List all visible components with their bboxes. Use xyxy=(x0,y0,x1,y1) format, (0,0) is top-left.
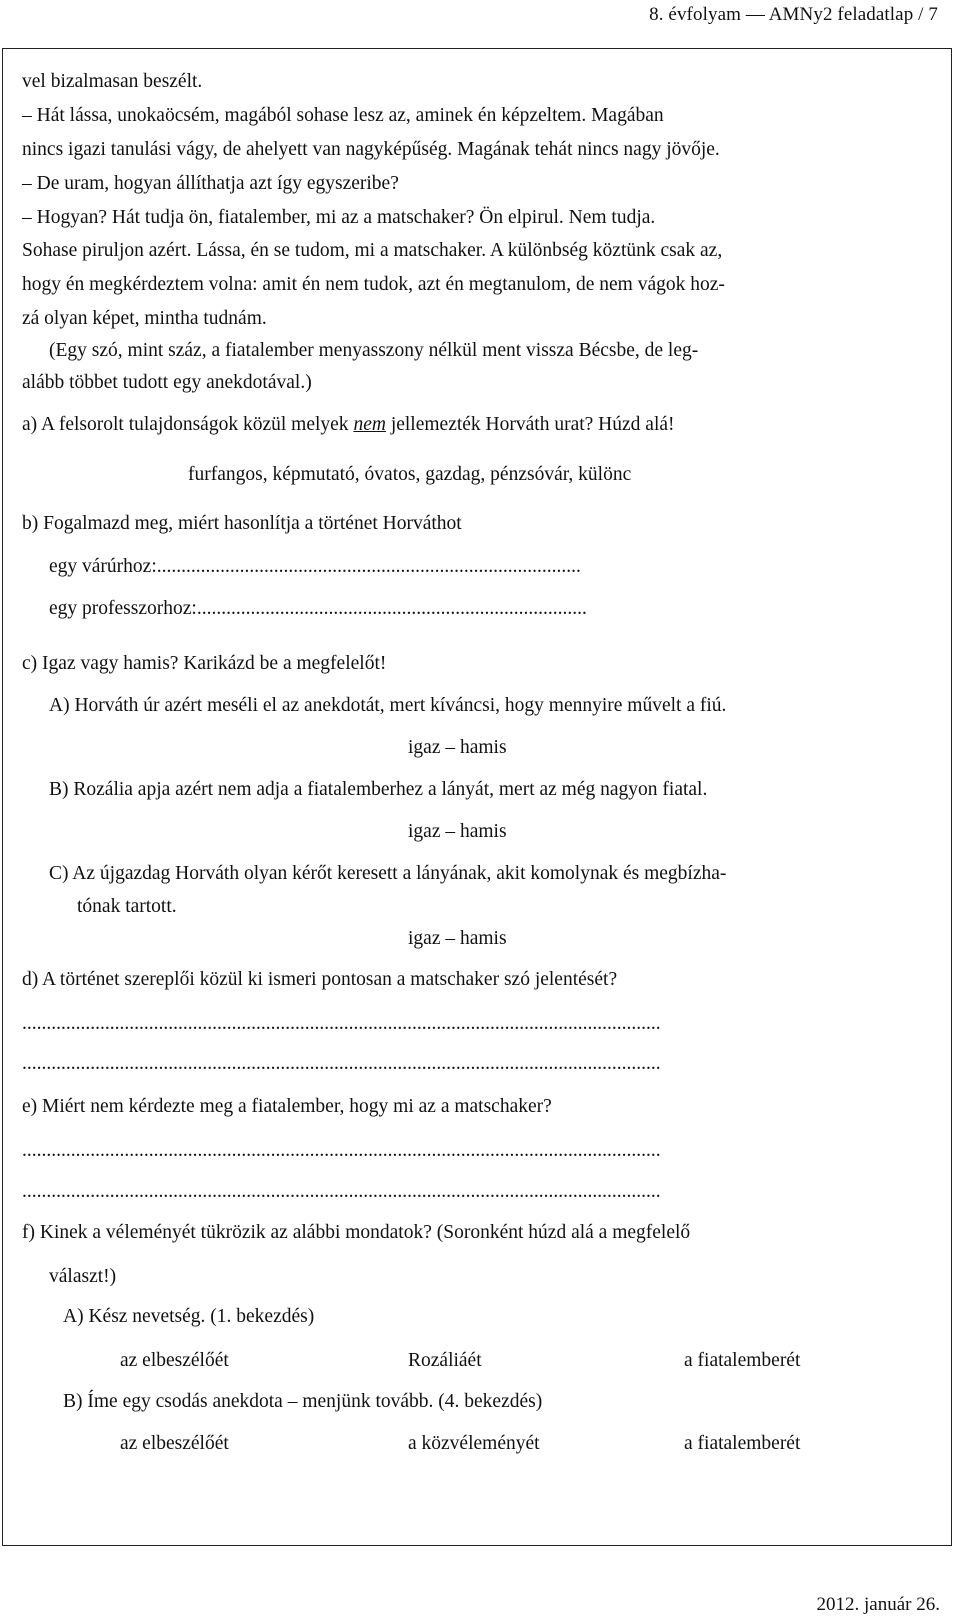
task-c-answer-c[interactable]: igaz – hamis xyxy=(408,928,507,949)
task-a-question: a) A felsorolt tulajdonságok közül melyek nem jellemezték Horváth urat? Húzd alá! xyxy=(22,414,675,435)
task-b-answer-line-2[interactable]: egy professzorhoz:................................................................................ xyxy=(49,598,587,619)
task-e-answer-line-1[interactable]: ................................................................................................................................... xyxy=(22,1140,661,1161)
passage-line: alább többet tudott egy anekdotával.) xyxy=(22,372,312,393)
task-a-options[interactable]: furfangos, képmutató, óvatos, gazdag, pénzsóvár, különc xyxy=(188,464,632,485)
passage-line: – De uram, hogyan állíthatja azt így egyszeribe? xyxy=(22,173,399,194)
task-e-question: e) Miért nem kérdezte meg a fiatalember, hogy mi az a matschaker? xyxy=(22,1096,552,1117)
passage-line: hogy én megkérdeztem volna: amit én nem tudok, azt én megtanulom, de nem vágok hoz- xyxy=(22,274,725,295)
passage-line: – Hogyan? Hát tudja ön, fiatalember, mi az a matschaker? Ön elpirul. Nem tudja. xyxy=(22,207,656,228)
task-c-statement-b: B) Rozália apja azért nem adja a fiatalemberhez a lányát, mert az még nagyon fiatal. xyxy=(49,779,708,800)
task-d-answer-line-1[interactable]: ................................................................................................................................... xyxy=(22,1013,661,1034)
page-footer-date: 2012. január 26. xyxy=(816,1594,940,1615)
task-c-answer-a[interactable]: igaz – hamis xyxy=(408,737,507,758)
passage-line: vel bizalmasan beszélt. xyxy=(22,71,203,92)
task-d-question: d) A történet szereplői közül ki ismeri pontosan a matschaker szó jelentését? xyxy=(22,969,618,990)
page-header: 8. évfolyam — AMNy2 feladatlap / 7 xyxy=(649,4,938,25)
passage-line: – Hát lássa, unokaöcsém, magából sohase lesz az, aminek én képzeltem. Magában xyxy=(22,105,664,126)
task-f-b-option[interactable]: a közvéleményét xyxy=(408,1433,540,1454)
task-f-b-option[interactable]: a fiatalemberét xyxy=(684,1433,801,1454)
emphasis-word: nem xyxy=(353,414,386,435)
task-c-statement-a: A) Horváth úr azért meséli el az anekdotát, mert kíváncsi, hogy mennyire művelt a fiú. xyxy=(49,695,727,716)
passage-line: (Egy szó, mint száz, a fiatalember menyasszony nélkül ment vissza Bécsbe, de leg- xyxy=(49,340,699,361)
task-b-question: b) Fogalmazd meg, miért hasonlítja a történet Horváthot xyxy=(22,513,462,534)
passage-line: zá olyan képet, mintha tudnám. xyxy=(22,308,267,329)
task-b-answer-line-1[interactable]: egy várúrhoz:....................................................................................... xyxy=(49,556,581,577)
task-c-answer-b[interactable]: igaz – hamis xyxy=(408,821,507,842)
task-e-answer-line-2[interactable]: ................................................................................................................................... xyxy=(22,1181,661,1202)
task-f-a-option[interactable]: Rozáliáét xyxy=(408,1350,482,1371)
task-f-question-cont: választ!) xyxy=(49,1266,117,1287)
passage-line: Sohase piruljon azért. Lássa, én se tudom, mi a matschaker. A különbség köztünk csak az, xyxy=(22,240,723,261)
task-f-a-option[interactable]: a fiatalemberét xyxy=(684,1350,801,1371)
task-f-sentence-b: B) Íme egy csodás anekdota – menjünk tovább. (4. bekezdés) xyxy=(63,1391,543,1412)
task-c-statement-c-cont: tónak tartott. xyxy=(77,896,177,917)
task-f-sentence-a: A) Kész nevetség. (1. bekezdés) xyxy=(63,1306,315,1327)
task-d-answer-line-2[interactable]: ................................................................................................................................... xyxy=(22,1053,661,1074)
task-f-a-option[interactable]: az elbeszélőét xyxy=(120,1350,229,1371)
task-c-question: c) Igaz vagy hamis? Karikázd be a megfelelőt! xyxy=(22,653,387,674)
passage-line: nincs igazi tanulási vágy, de ahelyett van nagyképűség. Magának tehát nincs nagy jövője. xyxy=(22,139,720,160)
task-c-statement-c: C) Az újgazdag Horváth olyan kérőt keresett a lányának, akit komolynak és megbízha- xyxy=(49,863,727,884)
task-f-question: f) Kinek a véleményét tükrözik az alábbi mondatok? (Soronként húzd alá a megfelelő xyxy=(22,1222,691,1243)
task-f-b-option[interactable]: az elbeszélőét xyxy=(120,1433,229,1454)
